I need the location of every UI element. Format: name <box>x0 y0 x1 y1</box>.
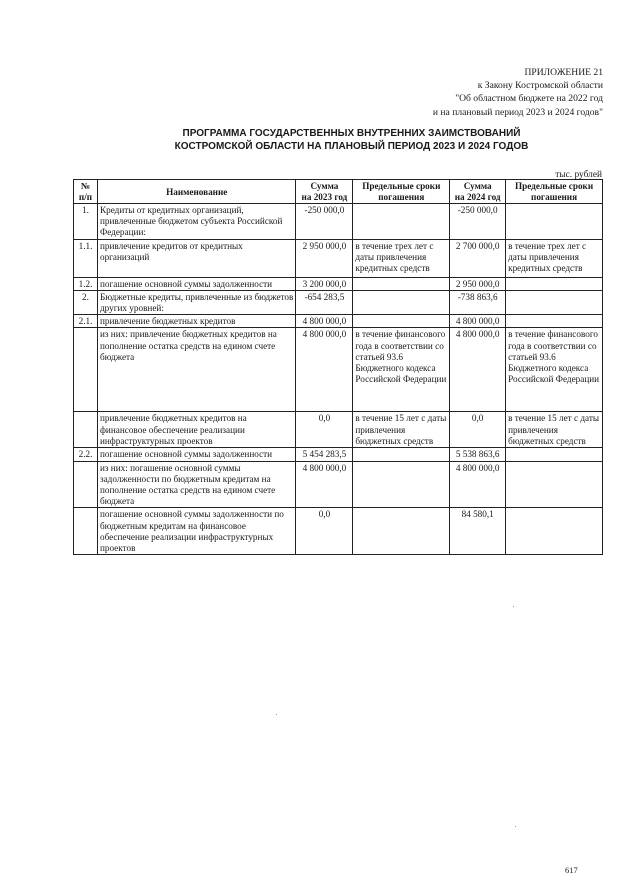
appendix-law-reference: к Закону Костромской области <box>477 80 603 92</box>
cell-sum-2023: 2 950 000,0 <box>296 239 353 277</box>
document-title-line2: КОСТРОМСКОЙ ОБЛАСТИ НА ПЛАНОВЫЙ ПЕРИОД 2023 И 2024 ГОДОВ <box>174 141 529 152</box>
cell-terms-2024 <box>506 508 603 555</box>
cell-name: привлечение бюджетных кредитов на финансовое обеспечение реализации инфраструктурных проектов <box>97 412 296 448</box>
cell-sum-2023: 3 200 000,0 <box>296 277 353 290</box>
cell-terms-2023 <box>353 290 450 314</box>
cell-sum-2024: 4 800 000,0 <box>450 315 506 328</box>
cell-sum-2024: 5 538 863,6 <box>450 448 506 461</box>
borrowing-program-table <box>73 179 603 555</box>
cell-terms-2023 <box>353 448 450 461</box>
document-title <box>100 127 603 153</box>
header-sum-2024: Сумма на 2024 год <box>450 180 506 204</box>
cell-sum-2023: 4 800 000,0 <box>296 461 353 508</box>
cell-terms-2023 <box>353 315 450 328</box>
cell-terms-2023 <box>353 204 450 240</box>
appendix-header <box>433 66 603 119</box>
cell-number <box>74 412 98 448</box>
cell-number: 2.1. <box>74 315 98 328</box>
cell-terms-2024 <box>506 461 603 508</box>
appendix-law-title-line1: "Об областном бюджете на 2022 год <box>455 93 603 105</box>
scan-speck <box>276 714 277 715</box>
cell-number: 1.2. <box>74 277 98 290</box>
page-number: 617 <box>565 865 578 875</box>
appendix-label: ПРИЛОЖЕНИЕ 21 <box>524 67 603 78</box>
cell-terms-2023: в течение трех лет с даты привлечения кредитных средств <box>353 239 450 277</box>
cell-number <box>74 461 98 508</box>
table-row <box>74 239 603 277</box>
header-terms-2023: Предельные сроки погашения <box>353 180 450 204</box>
cell-number: 2. <box>74 290 98 314</box>
scan-speck <box>515 826 516 827</box>
cell-terms-2024: в течение трех лет с даты привлечения кредитных средств <box>506 239 603 277</box>
cell-name: погашение основной суммы задолженности <box>97 448 296 461</box>
cell-terms-2023 <box>353 508 450 555</box>
header-number: № п/п <box>74 180 98 204</box>
header-sum-2023: Сумма на 2023 год <box>296 180 353 204</box>
cell-name: привлечение кредитов от кредитных организаций <box>97 239 296 277</box>
cell-terms-2024 <box>506 448 603 461</box>
cell-number <box>74 328 98 412</box>
cell-sum-2024: -250 000,0 <box>450 204 506 240</box>
cell-sum-2024: 84 580,1 <box>450 508 506 555</box>
cell-sum-2023: -654 283,5 <box>296 290 353 314</box>
table-row <box>74 328 603 412</box>
cell-name: погашение основной суммы задолженности по бюджетным кредитам на финансовое обеспечение реализации инфраструктурных проектов <box>97 508 296 555</box>
cell-sum-2023: 4 800 000,0 <box>296 328 353 412</box>
cell-number: 1. <box>74 204 98 240</box>
table-row <box>74 461 603 508</box>
header-terms-2024: Предельные сроки погашения <box>506 180 603 204</box>
cell-sum-2023: -250 000,0 <box>296 204 353 240</box>
cell-terms-2023 <box>353 277 450 290</box>
cell-name: Кредиты от кредитных организаций, привлеченные бюджетом субъекта Российской Федерации: <box>97 204 296 240</box>
cell-terms-2024 <box>506 315 603 328</box>
cell-sum-2024: 2 950 000,0 <box>450 277 506 290</box>
cell-terms-2024 <box>506 290 603 314</box>
cell-sum-2023: 0,0 <box>296 508 353 555</box>
header-name: Наименование <box>97 180 296 204</box>
cell-sum-2024: 2 700 000,0 <box>450 239 506 277</box>
table-header-row <box>74 180 603 204</box>
table-row <box>74 508 603 555</box>
cell-name: из них: привлечение бюджетных кредитов на пополнение остатка средств на едином счете бюджета <box>97 328 296 412</box>
table-row <box>74 448 603 461</box>
cell-sum-2024: -738 863,6 <box>450 290 506 314</box>
cell-number: 2.2. <box>74 448 98 461</box>
cell-sum-2023: 4 800 000,0 <box>296 315 353 328</box>
document-title-line1: ПРОГРАММА ГОСУДАРСТВЕННЫХ ВНУТРЕННИХ ЗАИМСТВОВАНИЙ <box>182 128 521 139</box>
cell-sum-2024: 0,0 <box>450 412 506 448</box>
cell-terms-2023: в течение финансового года в соответствии со статьей 93.6 Бюджетного кодекса Российской Федерации <box>353 328 450 412</box>
cell-terms-2024 <box>506 277 603 290</box>
table-row <box>74 204 603 240</box>
cell-sum-2024: 4 800 000,0 <box>450 328 506 412</box>
cell-name: погашение основной суммы задолженности <box>97 277 296 290</box>
units-label: тыс. рублей <box>555 170 602 180</box>
cell-name: из них: погашение основной суммы задолженности по бюджетным кредитам на пополнение остатка средств на едином счете бюджета <box>97 461 296 508</box>
cell-terms-2024 <box>506 204 603 240</box>
cell-terms-2023: в течение 15 лет с даты привлечения бюджетных средств <box>353 412 450 448</box>
table-row <box>74 412 603 448</box>
table-row <box>74 315 603 328</box>
cell-name: привлечение бюджетных кредитов <box>97 315 296 328</box>
table-row <box>74 290 603 314</box>
cell-terms-2023 <box>353 461 450 508</box>
cell-sum-2023: 0,0 <box>296 412 353 448</box>
table-row <box>74 277 603 290</box>
cell-sum-2024: 4 800 000,0 <box>450 461 506 508</box>
cell-number <box>74 508 98 555</box>
appendix-law-title-line2: и на плановый период 2023 и 2024 годов" <box>432 106 603 118</box>
cell-terms-2024: в течение финансового года в соответствии со статьей 93.6 Бюджетного кодекса Российской Федерации <box>506 328 603 412</box>
scan-speck <box>513 606 514 607</box>
cell-name: Бюджетные кредиты, привлеченные из бюджетов других уровней: <box>97 290 296 314</box>
cell-terms-2024: в течение 15 лет с даты привлечения бюджетных средств <box>506 412 603 448</box>
cell-number: 1.1. <box>74 239 98 277</box>
cell-sum-2023: 5 454 283,5 <box>296 448 353 461</box>
